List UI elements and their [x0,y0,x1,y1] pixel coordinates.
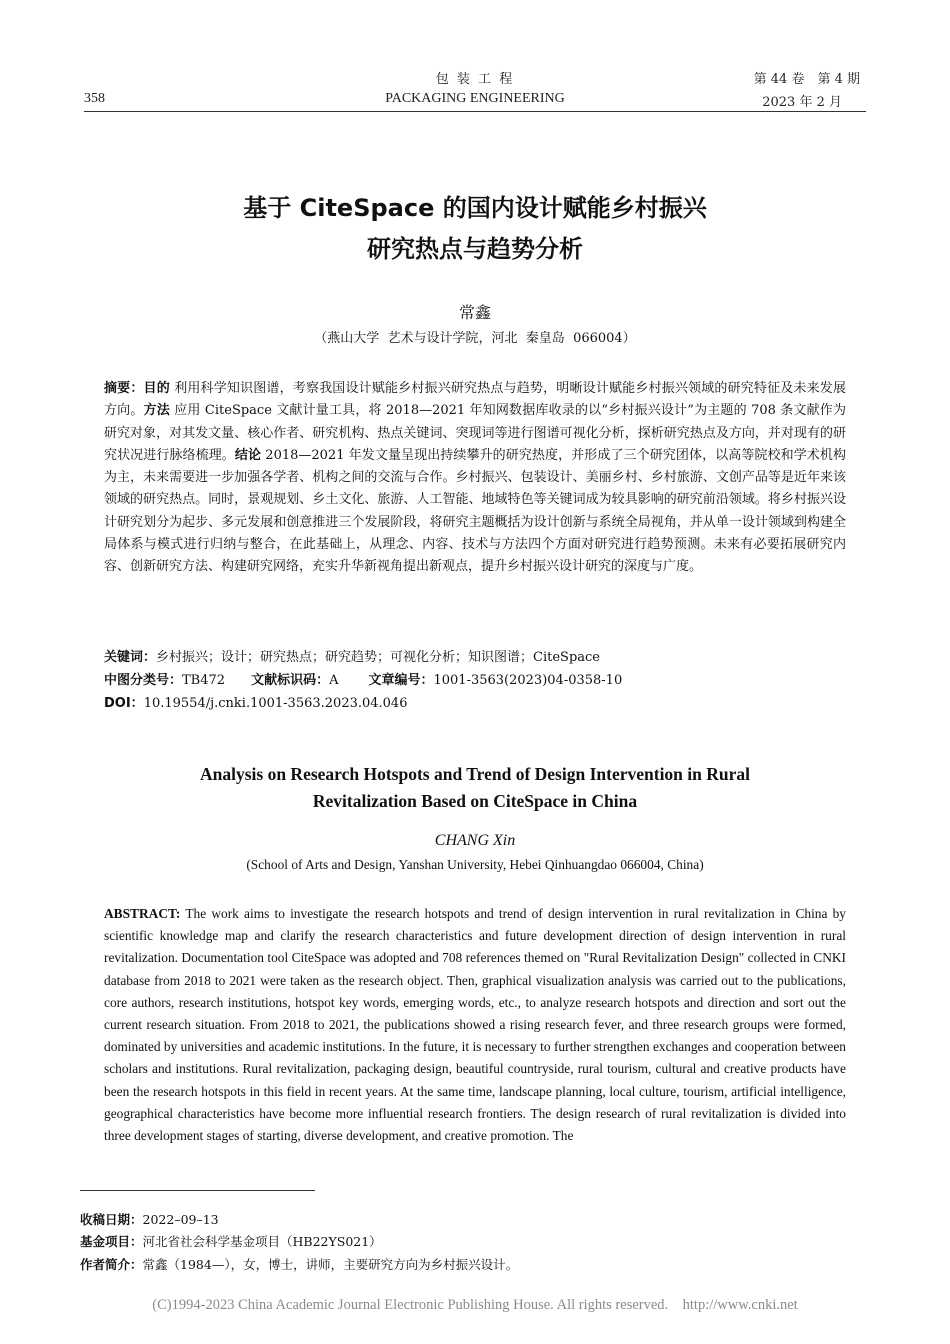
clc-value: TB472 [182,673,226,688]
article-number-value: 1001-3563(2023)04-0358-10 [433,673,623,688]
fund-project [80,1232,382,1250]
title-cn-line1: 基于 CiteSpace 的国内设计赋能乡村振兴 [243,194,707,222]
abstract-cn-label: 摘要： [104,381,144,396]
method-text: 应用 CiteSpace 文献计量工具，将 2018—2021 年知网数据库收录的以“乡村振兴设计”为主题的 708 条文献作为研究对象，对其发文量、核心作者、研究机构、热点关键词、突现词等进行图谱可视化分析，探析研究热点及方向，并对现有的研究状况进行脉络梳理。 [104,403,846,463]
doi-value: 10.19554/j.cnki.1001-3563.2023.04.046 [143,696,408,711]
fund-value: 河北省社会科学基金项目（HB22YS021） [142,1234,382,1249]
footnote-rule [80,1190,315,1191]
clc-label: 中图分类号： [104,673,183,688]
bio-label: 作者简介： [80,1257,143,1272]
page-number: 358 [84,91,105,106]
issue-date: 2023 年 2 月 [762,95,842,110]
fund-label: 基金项目： [80,1234,143,1249]
volume-issue: 第 44 卷 第 4 期 [753,72,860,87]
abstract-en-label: ABSTRACT: [104,906,181,921]
title-en-line1: Analysis on Research Hotspots and Trend of Design Intervention in Rural [199,764,751,784]
keywords-label: 关键词： [104,650,157,665]
article-number-label: 文章编号： [368,673,434,688]
doi-label: DOI： [104,696,144,711]
copyright-line: (C)1994-2023 China Academic Journal Electronic Publishing House. All rights reserved. http://www.cnki.net [152,1297,798,1313]
received-date [80,1210,219,1228]
journal-title-en: PACKAGING ENGINEERING [385,91,565,106]
classification-line [104,669,622,688]
purpose-text: 利用科学知识图谱，考察我国设计赋能乡村振兴研究热点与趋势，明晰设计赋能乡村振兴领域的研究特征及未来发展方向。 [104,381,846,419]
abstract-cn [104,378,846,579]
abstract-en-text: The work aims to investigate the research hotspots and trend of design intervention in rural revitalization in China by scientific knowledge map and clarify the research characteristics and future development direction of design intervention in rural revitalization. Documentation tool CiteSpace was adopted and 708 references themed on "Rural Revitalization Design" collected in CNKI database from 2018 to 2021 were taken as the research object. Then, graphical visualization analysis was carried out to the publications, core authors, research institutions, hotspot key words, emerging words, etc., to analyze research hotspots and direction and sort out the current research situation. From 2018 to 2021, the publications showed a rising research fever, and three research groups were formed, dominated by universities and academic institutions. In the future, it is necessary to further strengthen exchanges and cooperation between scholars and institutions. Rural revitalization, packaging design, beautiful countryside, rural tourism, cultural and creative products have been the research hotspots in this field in recent years. At the same time, landscape planning, local culture, tourism, artificial intelligence, geographical characteristics have become more influential research frontiers. The design research of rural revitalization is divided into three development stages of starting, diverse development, and creative promotion. The [104,906,846,1144]
author-en: CHANG Xin [434,832,516,849]
method-label: 方法 [143,403,170,419]
keywords-text: 乡村振兴；设计；研究热点；研究趋势；可视化分析；知识图谱；CiteSpace [156,650,600,665]
keywords-cn [104,646,600,665]
doc-code-value: A [329,673,339,688]
affiliation-en: (School of Arts and Design, Yanshan University, Hebei Qinhuangdao 066004, China) [246,857,704,872]
conclusion-label: 结论 [234,447,262,463]
author-bio [80,1255,518,1273]
doc-code-label: 文献标识码： [251,673,330,688]
doi-line [104,692,407,711]
conclusion-text: 2018—2021 年发文量呈现出持续攀升的研究热度，并形成了三个研究团体，以高等院校和学术机构为主，未来需要进一步加强各学者、机构之间的交流与合作。乡村振兴、包装设计、美丽乡村、乡村旅游、文创产品等是近年来该领域的研究热点。同时，景观规划、乡土文化、旅游、人工智能、地域特色等关键词成为较具影响的研究前沿领域。将乡村振兴设计研究划分为起步、多元发展和创意推进三个发展阶段，将研究主题概括为设计创新与系统全局视角，并从单一设计领域到构建全局体系与模式进行归纳与整合，在此基础上，从理念、内容、技术与方法四个方面对研究进行趋势预测。未来有必要拓展研究内容、创新研究方法、构建研究网络，充实升华新视角提出新观点，提升乡村振兴设计研究的深度与广度。 [104,447,846,575]
purpose-label: 目的 [143,381,170,396]
title-cn-line2: 研究热点与趋势分析 [367,235,583,263]
title-en-line2: Revitalization Based on CiteSpace in China [312,791,638,811]
received-label: 收稿日期： [80,1212,143,1227]
received-value: 2022–09–13 [142,1212,219,1227]
author-cn: 常鑫 [458,303,491,322]
journal-title-cn: 包 装 工 程 [435,72,515,87]
affiliation-cn: （燕山大学 艺术与设计学院，河北 秦皇岛 066004） [314,331,636,346]
header-rule [84,111,866,112]
bio-value: 常鑫（1984—），女，博士，讲师，主要研究方向为乡村振兴设计。 [142,1257,519,1272]
abstract-en [104,903,846,1147]
